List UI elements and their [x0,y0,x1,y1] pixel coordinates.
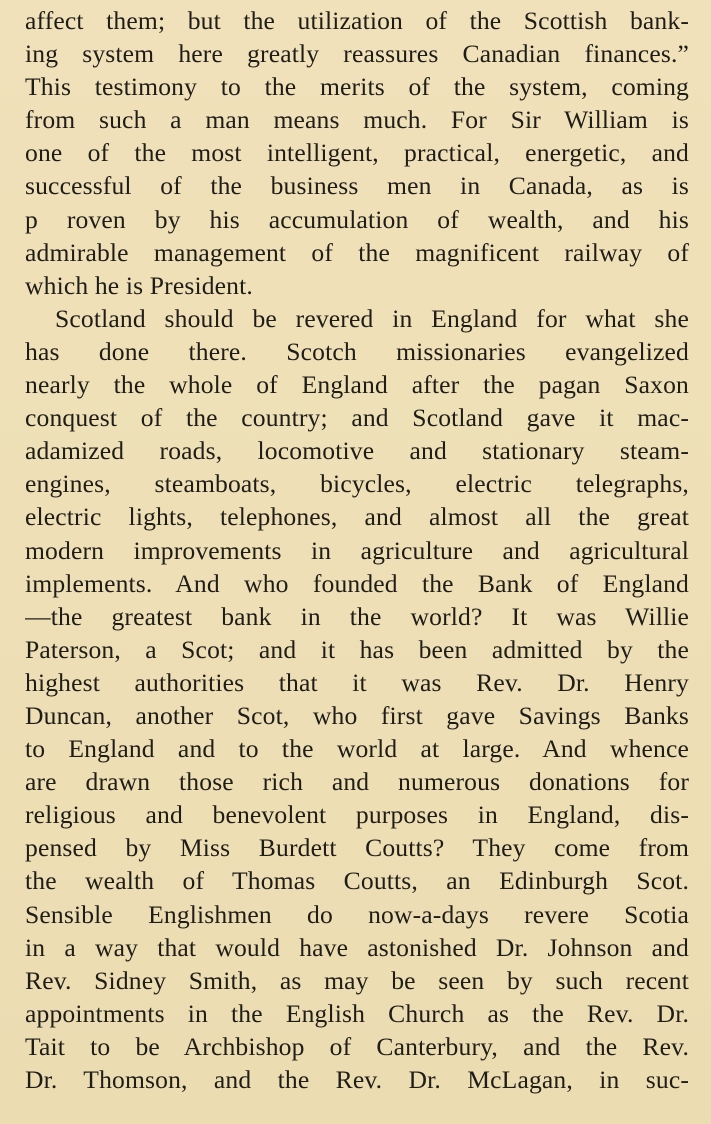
text-line-26: pensed by Miss Burdett Coutts? They come from [25,833,689,863]
text-line-30: Rev. Sidney Smith, as may be seen by such recent [25,965,689,995]
text-line-5: one of the most intelligent, practical, energetic, and [25,138,689,168]
text-line-12: nearly the whole of England after the pagan Saxon [25,370,689,400]
text-line-14: adamized roads, locomotive and stationary steam- [25,436,689,466]
text-line-4: from such a man means much. For Sir William is [25,105,689,135]
text-line-27: the wealth of Thomas Coutts, an Edinburgh Scot. [25,866,689,896]
text-line-15: engines, steamboats, bicycles, electric telegraphs, [25,469,689,499]
text-line-17: modern improvements in agriculture and agricultural [25,535,689,565]
text-line-24: are drawn those rich and numerous donations for [25,767,689,797]
text-line-16: electric lights, telephones, and almost all the great [25,502,689,532]
text-line-20: Paterson, a Scot; and it has been admitted by the [25,634,689,664]
text-line-23: to England and to the world at large. And whence [25,734,689,764]
text-line-32: Tait to be Archbishop of Canterbury, and the Rev. [25,1031,689,1061]
text-line-31: appointments in the English Church as the Rev. Dr. [25,998,689,1028]
paragraph-start-line: Scotland should be revered in England for what she [55,303,689,333]
text-line-33: Dr. Thomson, and the Rev. Dr. McLagan, in suc- [25,1065,689,1094]
text-line-11: has done there. Scotch missionaries evangelized [25,336,689,366]
text-line-6: successful of the business men in Canada, as is [25,171,689,201]
text-line-8: admirable management of the magnificent railway of [25,237,689,267]
text-line-13: conquest of the country; and Scotland gave it mac- [25,403,689,433]
text-line-1: affect them; but the utilization of the Scottish bank- [25,6,689,35]
text-line-22: Duncan, another Scot, who first gave Savings Banks [25,700,689,730]
page-text [25,4,689,1096]
text-line-28: Sensible Englishmen do now-a-days revere Scotia [25,899,689,929]
text-line-19: —the greatest bank in the world? It was Willie [25,601,689,631]
text-line-21: highest authorities that it was Rev. Dr. Henry [25,667,689,697]
text-line-18: implements. And who founded the Bank of England [25,568,689,598]
text-line-3: This testimony to the merits of the system, coming [25,72,689,102]
text-line-9: which he is President. [25,270,253,300]
text-line-29: in a way that would have astonished Dr. Johnson and [25,932,689,962]
text-line-7: p roven by his accumulation of wealth, and his [25,204,689,234]
text-line-25: religious and benevolent purposes in England, dis- [25,800,689,830]
text-line-2: ing system here greatly reassures Canadian finances.” [25,39,689,69]
